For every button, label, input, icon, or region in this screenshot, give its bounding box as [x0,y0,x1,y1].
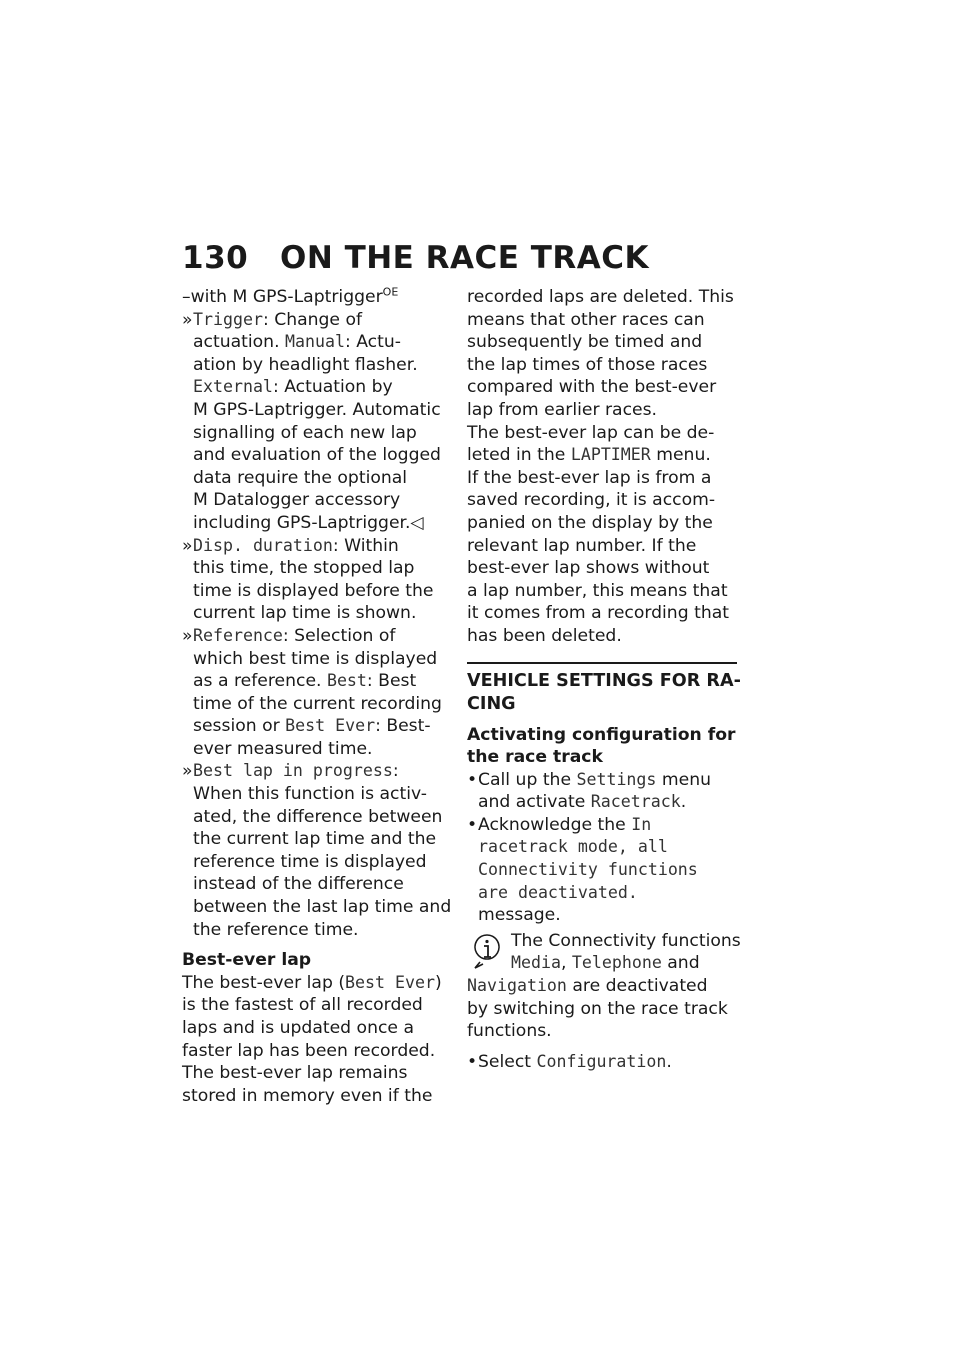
subheading: Activating configuration for [467,724,736,745]
list-item-trigger: »Trigger: Change of actuation. Manual: Actu- ation by headlight flasher. External: Actuation by M GPS-Laptrigger. Automatic signalling of each new lap and evaluation of the logged data require the optional M Datalogger accessory including GPS-Laptrigger.◁ [182,309,441,533]
best-ever-heading: Best-ever lap [182,950,312,971]
best-ever-paragraph: The best-ever lap (Best Ever) is the fastest of all recorded laps and is updated once a faster lap has been recorded. The best-ever lap remains stored in memory even if the [182,972,442,1106]
section-divider [467,662,737,664]
right-column [467,286,739,1073]
section-title-cont: CING [467,693,516,714]
list-item-best-lap-in-progress: »Best lap in progress: When this function is activ- ated, the difference between the current lap time and the reference time is displayed instead of the difference between the last lap time and the reference time. [182,761,452,940]
page-header [182,240,649,276]
list-marker: » [182,309,193,330]
section-title: VEHICLE SETTINGS FOR RA- [467,670,741,691]
bullet-marker: • [467,1051,478,1072]
list-marker: » [182,535,193,556]
step-call-settings: •Call up the Settings menu and activate Racetrack. [467,769,711,813]
bullet-marker: • [467,769,478,790]
subheading-cont: the race track [467,747,603,768]
info-note: The Connectivity functions Media, Telephone and Navigation are deactivated by switching on the race track functions. [467,930,741,1042]
list-item-disp-duration: »Disp. duration: Within this time, the stopped lap time is displayed before the current lap time is shown. [182,535,434,624]
list-marker: » [182,625,193,646]
best-ever-continuation: recorded laps are deleted. This means that other races can subsequently be timed and the lap times of those races compared with the best-ever lap from earlier races. The best-ever lap can be de- leted in the LAPTIMER menu. If the best-ever lap is from a saved recording, it is accom- panied on the display by the relevant lap number. If the best-ever lap shows without a lap number, this means that it comes from a recording that has been deleted. [467,287,734,646]
option-superscript: OE [382,285,399,299]
bullet-marker: • [467,814,478,835]
step-acknowledge: •Acknowledge the In racetrack mode, all Connectivity functions are deactivated. message. [467,814,698,926]
intro-line: –with M GPS-Laptrigger$^{OE}$ [182,285,399,307]
page-title: ON THE RACE TRACK [280,240,650,276]
left-column [182,286,454,1107]
list-marker: » [182,761,193,782]
step-select-configuration: •Select Configuration. [467,1051,672,1072]
list-item-reference: »Reference: Selection of which best time is displayed as a reference. Best: Best time of the current recording session or Best Ever: Best- ever measured time. [182,625,442,759]
page-number: 130 [182,240,249,276]
info-icon [471,932,503,970]
